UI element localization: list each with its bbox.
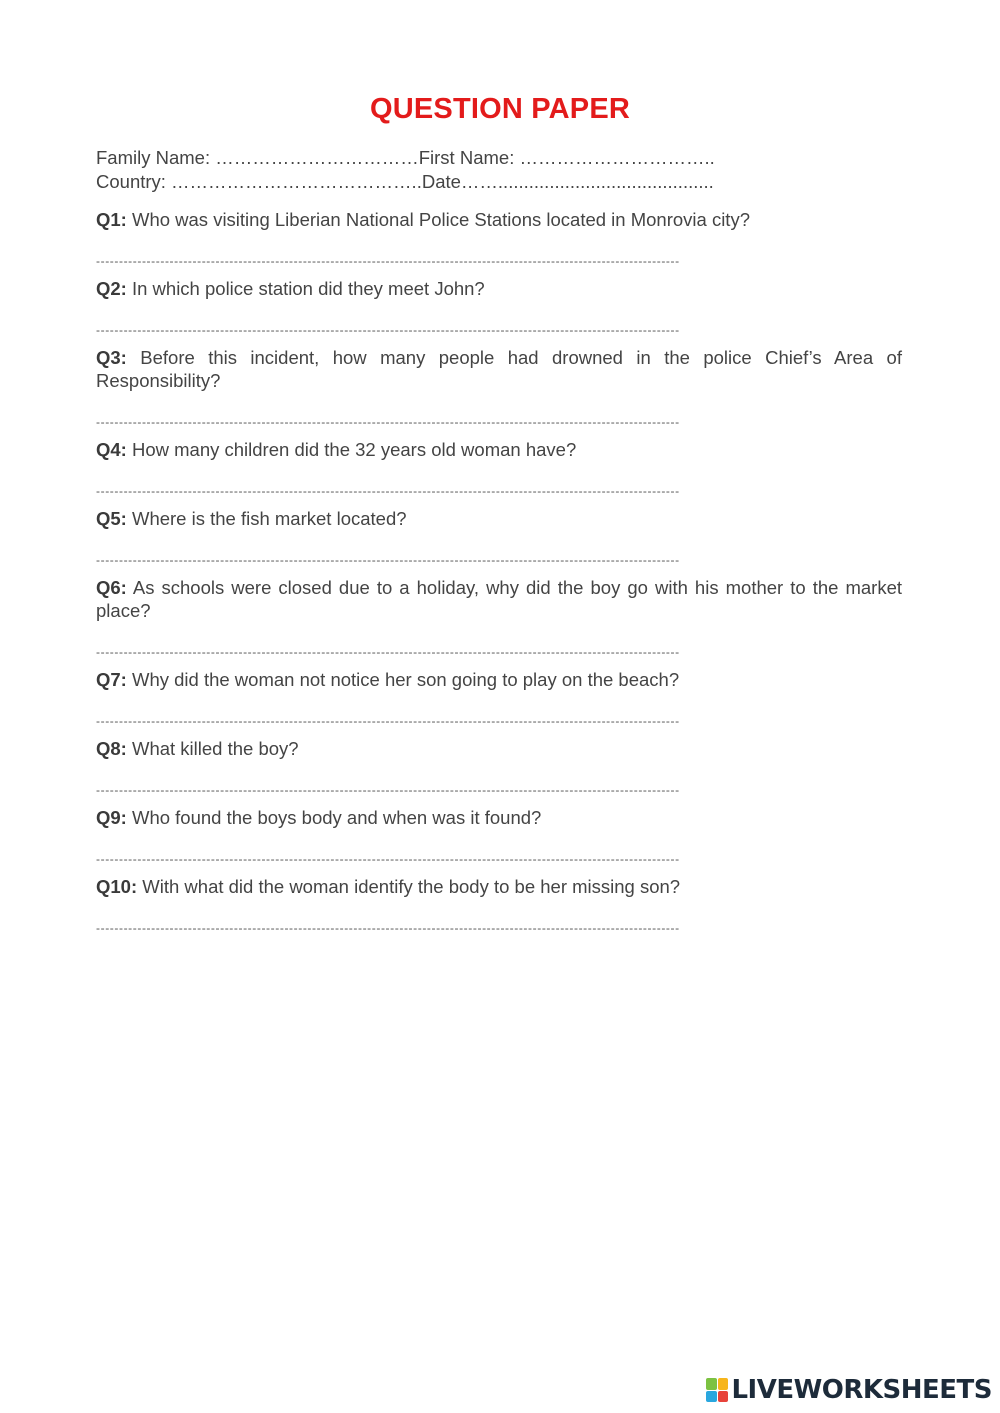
question-2 bbox=[96, 277, 902, 336]
question-text: Where is the fish market located? bbox=[131, 508, 407, 529]
answer-line[interactable]: ------------------------------------------------------------------------------------------------------------------------------- bbox=[96, 416, 680, 428]
logo-square bbox=[718, 1378, 729, 1390]
question-10 bbox=[96, 875, 902, 934]
question-label: Q7: bbox=[96, 669, 127, 690]
question-label: Q6: bbox=[96, 577, 127, 598]
family-first-name-line: Family Name: ……………………………First Name: ………………………….. bbox=[96, 147, 715, 168]
question-text: Before this incident, how many people had drowned in the police Chief’s Area of Responsibility? bbox=[96, 347, 902, 391]
question-9 bbox=[96, 806, 902, 865]
question-text: How many children did the 32 years old woman have? bbox=[131, 439, 577, 460]
question-5 bbox=[96, 507, 902, 566]
page-title: QUESTION PAPER bbox=[369, 93, 631, 125]
question-list bbox=[96, 208, 902, 944]
question-label: Q5: bbox=[96, 508, 127, 529]
country-date-line: Country: …………………………………..Date…….......................................... bbox=[96, 171, 714, 192]
question-text: In which police station did they meet John? bbox=[131, 278, 485, 299]
logo-square bbox=[706, 1391, 717, 1403]
answer-line[interactable]: ------------------------------------------------------------------------------------------------------------------------------- bbox=[96, 554, 680, 566]
question-4 bbox=[96, 438, 902, 497]
question-text: Why did the woman not notice her son going to play on the beach? bbox=[131, 669, 680, 690]
answer-line[interactable]: ------------------------------------------------------------------------------------------------------------------------------- bbox=[96, 715, 680, 727]
question-label: Q2: bbox=[96, 278, 127, 299]
question-1 bbox=[96, 208, 902, 267]
question-label: Q4: bbox=[96, 439, 127, 460]
question-8 bbox=[96, 737, 902, 796]
question-7 bbox=[96, 668, 902, 727]
answer-line[interactable]: ------------------------------------------------------------------------------------------------------------------------------- bbox=[96, 784, 680, 796]
liveworksheets-logo-icon bbox=[706, 1378, 728, 1402]
answer-line[interactable]: ------------------------------------------------------------------------------------------------------------------------------- bbox=[96, 922, 680, 934]
answer-line[interactable]: ------------------------------------------------------------------------------------------------------------------------------- bbox=[96, 324, 680, 336]
question-label: Q3: bbox=[96, 347, 127, 368]
answer-line[interactable]: ------------------------------------------------------------------------------------------------------------------------------- bbox=[96, 485, 680, 497]
question-label: Q1: bbox=[96, 209, 127, 230]
question-text: Who was visiting Liberian National Police Stations located in Monrovia city? bbox=[131, 209, 750, 230]
brand-name: LIVEWORKSHEETS bbox=[731, 1375, 992, 1405]
answer-line[interactable]: ------------------------------------------------------------------------------------------------------------------------------- bbox=[96, 853, 680, 865]
question-text: With what did the woman identify the body to be her missing son? bbox=[142, 876, 681, 897]
answer-line[interactable]: ------------------------------------------------------------------------------------------------------------------------------- bbox=[96, 255, 680, 267]
student-info-header bbox=[96, 146, 715, 194]
question-text: Who found the boys body and when was it found? bbox=[131, 807, 542, 828]
liveworksheets-brand bbox=[706, 1375, 992, 1405]
question-label: Q8: bbox=[96, 738, 127, 759]
question-label: Q9: bbox=[96, 807, 127, 828]
question-3 bbox=[96, 346, 902, 428]
answer-line[interactable]: ------------------------------------------------------------------------------------------------------------------------------- bbox=[96, 646, 680, 658]
logo-square bbox=[706, 1378, 717, 1390]
question-label: Q10: bbox=[96, 876, 138, 897]
logo-square bbox=[718, 1391, 729, 1403]
question-text: What killed the boy? bbox=[131, 738, 299, 759]
question-text: As schools were closed due to a holiday, why did the boy go with his mother to the market place? bbox=[96, 577, 903, 621]
question-6 bbox=[96, 576, 902, 658]
